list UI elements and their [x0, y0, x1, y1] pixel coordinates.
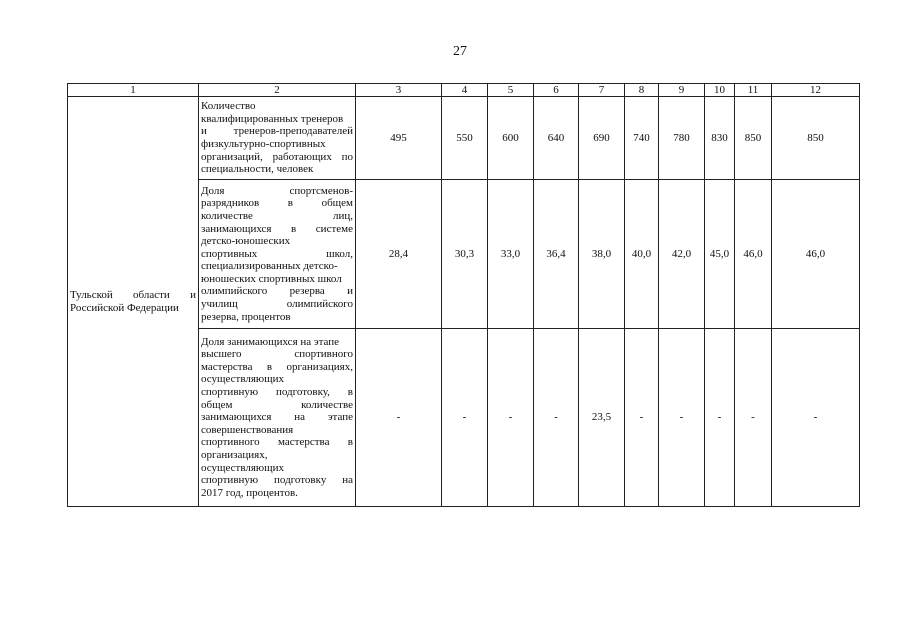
indicator-line: осуществляющих [201, 373, 284, 386]
indicator-cell [199, 180, 356, 329]
header-col-11: 11 [735, 84, 772, 97]
value-cell: 23,5 [579, 329, 625, 507]
indicator-line: училищ олимпийского [201, 298, 353, 311]
indicator-line: Доля спортсменов- [201, 184, 353, 197]
value-cell: 30,3 [442, 180, 488, 329]
indicator-line: детско-юношеских [201, 235, 291, 248]
value-cell: - [488, 329, 534, 507]
value-cell: 740 [625, 97, 659, 180]
indicator-cell [199, 97, 356, 180]
indicator-line: Количество [201, 100, 256, 113]
value-cell: 850 [735, 97, 772, 180]
indicator-line: занимающихся на этапе [201, 411, 353, 424]
region-line: Тульской области и [70, 288, 196, 301]
indicators-table [67, 83, 860, 507]
indicator-line: олимпийского резерва и [201, 285, 353, 298]
region-cell [68, 97, 199, 507]
indicator-line: осуществляющих [201, 461, 284, 474]
indicator-line: специальности, человек [201, 163, 314, 176]
value-cell: 640 [534, 97, 579, 180]
value-cell: 46,0 [772, 180, 860, 329]
indicator-line: спортивного мастерства в [201, 436, 353, 449]
value-cell: 42,0 [659, 180, 705, 329]
table-row [68, 97, 860, 180]
header-col-6: 6 [534, 84, 579, 97]
value-cell: 830 [705, 97, 735, 180]
value-cell: - [442, 329, 488, 507]
indicator-line: квалифицированных тренеров [201, 112, 344, 125]
indicator-line: спортивную подготовку, в [201, 386, 353, 399]
header-row [68, 84, 860, 97]
page-number: 27 [453, 44, 467, 59]
value-cell: 550 [442, 97, 488, 180]
header-col-2: 2 [199, 84, 356, 97]
indicator-line: занимающихся в системе [201, 222, 353, 235]
indicator-line: количестве лиц, [201, 209, 353, 222]
header-col-8: 8 [625, 84, 659, 97]
header-col-7: 7 [579, 84, 625, 97]
value-cell: - [705, 329, 735, 507]
header-col-3: 3 [356, 84, 442, 97]
value-cell: 600 [488, 97, 534, 180]
value-cell: 45,0 [705, 180, 735, 329]
indicator-line: физкультурно-спортивных [201, 138, 326, 150]
indicator-line: спортивную подготовку на [201, 474, 353, 487]
indicator-line: специализированных детско- [201, 260, 338, 273]
indicator-cell [199, 329, 356, 507]
value-cell: 780 [659, 97, 705, 180]
header-col-9: 9 [659, 84, 705, 97]
value-cell: - [356, 329, 442, 507]
header-col-1: 1 [68, 84, 199, 97]
value-cell: - [534, 329, 579, 507]
header-col-12: 12 [772, 84, 860, 97]
value-cell: 36,4 [534, 180, 579, 329]
indicator-line: совершенствования [201, 423, 294, 436]
indicator-line: мастерства в организациях, [201, 360, 353, 373]
indicator-line: организаций, работающих по [201, 150, 353, 163]
header-col-5: 5 [488, 84, 534, 97]
value-cell: 46,0 [735, 180, 772, 329]
value-cell: 33,0 [488, 180, 534, 329]
value-cell: 38,0 [579, 180, 625, 329]
value-cell: 28,4 [356, 180, 442, 329]
value-cell: - [625, 329, 659, 507]
indicator-line: и тренеров-преподавателей [201, 125, 353, 138]
indicator-line: юношеских спортивных школ [201, 272, 342, 285]
region-line: Российской Федерации [70, 301, 179, 314]
indicator-line: организациях, [201, 448, 268, 461]
value-cell: 40,0 [625, 180, 659, 329]
indicator-line: разрядников в общем [201, 197, 353, 210]
value-cell: - [735, 329, 772, 507]
value-cell: 690 [579, 97, 625, 180]
value-cell: 850 [772, 97, 860, 180]
header-col-4: 4 [442, 84, 488, 97]
indicator-line: спортивных школ, [201, 247, 353, 260]
indicator-line: 2017 год, процентов. [201, 486, 298, 499]
value-cell: - [659, 329, 705, 507]
value-cell: 495 [356, 97, 442, 180]
indicator-line: общем количестве [201, 398, 353, 411]
header-col-10: 10 [705, 84, 735, 97]
value-cell: - [772, 329, 860, 507]
indicator-line: Доля занимающихся на этапе [201, 335, 340, 348]
indicator-line: высшего спортивного [201, 348, 353, 361]
indicator-line: резерва, процентов [201, 310, 291, 323]
